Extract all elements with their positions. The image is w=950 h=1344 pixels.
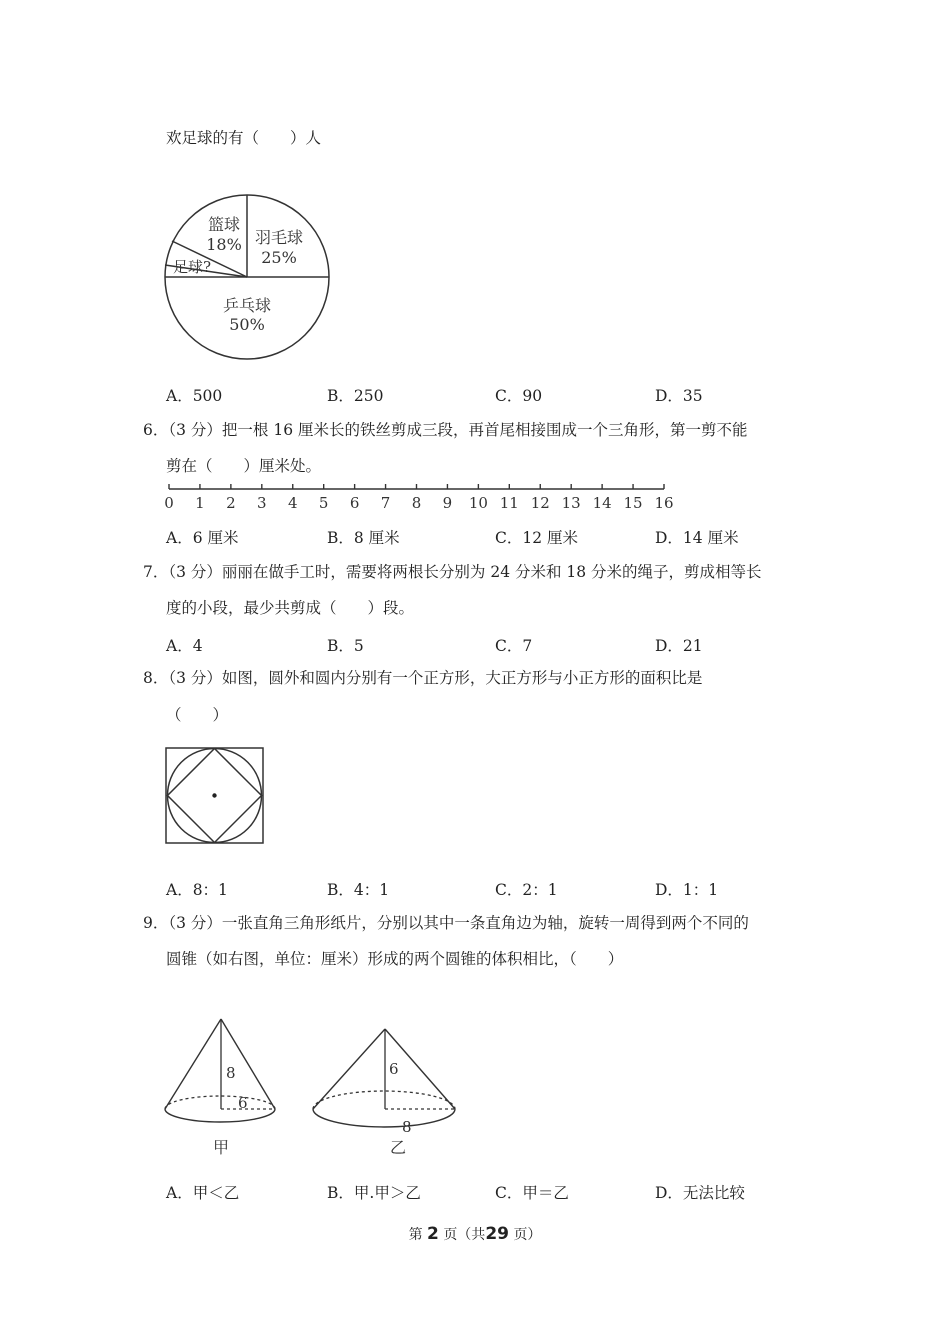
ruler-tick-label: 14	[592, 494, 612, 512]
ruler-tick-label: 7	[380, 494, 391, 512]
center-dot	[212, 793, 216, 797]
q6-option-a: A．6 厘米	[166, 529, 239, 547]
cone-b-name: 乙	[389, 1138, 407, 1157]
footer-page-number: 2	[427, 1224, 439, 1244]
q6-option-b: B．8 厘米	[327, 529, 400, 547]
ruler-tick-label: 5	[318, 494, 329, 512]
ruler-tick-label: 4	[287, 494, 298, 512]
footer-total-pages: 29	[485, 1224, 509, 1244]
cone-b-left-edge	[313, 1029, 385, 1109]
cone-a-left-edge	[165, 1019, 221, 1109]
ruler-tick-label: 3	[257, 494, 267, 512]
cone-a-name: 甲	[212, 1138, 230, 1157]
q5-option-c: C．90	[495, 387, 543, 405]
q5-tail-text: 欢足球的有（ ）人	[166, 129, 322, 147]
q8-line1: 8．（3 分）如图，圆外和圆内分别有一个正方形，大正方形与小正方形的面积比是	[143, 669, 703, 687]
q5-option-a: A．500	[166, 387, 223, 405]
cone-a-base-back	[165, 1096, 275, 1109]
cone-a-radius-label: 6	[238, 1094, 248, 1112]
ruler-ticks	[164, 484, 673, 512]
q5-option-d: D．35	[655, 387, 703, 405]
ruler-tick-label: 9	[442, 494, 453, 512]
q7-option-a: A．4	[166, 637, 203, 655]
cone-b-base-back	[313, 1091, 455, 1109]
cone-a	[165, 1019, 275, 1157]
pie-basketball-label: 篮球	[207, 215, 241, 234]
cone-b	[313, 1029, 455, 1157]
q6-option-d: D．14 厘米	[655, 529, 739, 547]
footer-prefix: 第	[408, 1227, 423, 1243]
pie-badminton-label: 羽毛球	[254, 228, 304, 247]
q5-pie-chart	[160, 188, 336, 368]
pie-basketball-pct: 18%	[206, 235, 242, 254]
pie-pingpong-pct: 50%	[229, 315, 265, 334]
footer-suffix: 页）	[513, 1227, 542, 1243]
q9-option-d: D．无法比较	[655, 1184, 745, 1202]
cone-a-height-label: 8	[226, 1064, 236, 1082]
q5-option-b: B．250	[327, 387, 384, 405]
ruler-tick-label: 16	[654, 494, 674, 512]
cone-b-height-label: 6	[389, 1060, 399, 1078]
q8-option-d: D．1：1	[655, 881, 719, 899]
q9-cones-figure	[158, 1010, 468, 1165]
q9-line1: 9．（3 分）一张直角三角形纸片，分别以其中一条直角边为轴，旋转一周得到两个不同的	[143, 914, 749, 932]
ruler-tick-label: 2	[226, 494, 236, 512]
q8-option-c: C．2：1	[495, 881, 558, 899]
footer-middle: 页（共	[443, 1227, 486, 1243]
q7-option-c: C．7	[495, 637, 533, 655]
ruler-tick-label: 11	[499, 494, 519, 512]
q7-line2: 度的小段，最少共剪成（ ）段。	[166, 599, 415, 617]
q6-line2: 剪在（ ）厘米处。	[166, 457, 322, 475]
q6-option-c: C．12 厘米	[495, 529, 579, 547]
q8-square-circle-figure	[164, 746, 266, 846]
q9-option-b: B．甲.甲＞乙	[327, 1184, 421, 1202]
pie-badminton-pct: 25%	[261, 248, 297, 267]
ruler-tick-label: 8	[411, 494, 422, 512]
ruler-tick-label: 6	[349, 494, 360, 512]
q8-line2: （ ）	[166, 706, 229, 724]
q6-line1: 6．（3 分）把一根 16 厘米长的铁丝剪成三段，再首尾相接围成一个三角形，第一剪不能	[143, 421, 748, 439]
ruler-tick-label: 12	[530, 494, 550, 512]
q9-option-c: C．甲＝乙	[495, 1184, 569, 1202]
q8-option-b: B．4：1	[327, 881, 390, 899]
q7-option-b: B．5	[327, 637, 364, 655]
q8-option-a: A．8：1	[166, 881, 228, 899]
ruler-tick-label: 1	[195, 494, 205, 512]
pie-football-label: 足球?	[172, 258, 212, 276]
q6-ruler	[160, 484, 680, 514]
q7-line1: 7．（3 分）丽丽在做手工时，需要将两根长分别为 24 分米和 18 分米的绳子，剪成相等长	[143, 563, 762, 581]
cone-b-base-front	[313, 1109, 455, 1127]
cone-b-radius-label: 8	[402, 1118, 412, 1136]
q9-line2: 圆锥（如右图，单位：厘米）形成的两个圆锥的体积相比，（ ）	[166, 950, 624, 968]
cone-a-base-front	[165, 1109, 275, 1122]
pie-pingpong-label: 乒乓球	[222, 296, 272, 315]
ruler-tick-label: 15	[623, 494, 643, 512]
q7-option-d: D．21	[655, 637, 703, 655]
q9-option-a: A．甲＜乙	[166, 1184, 240, 1202]
ruler-tick-label: 0	[164, 494, 174, 512]
ruler-tick-label: 13	[561, 494, 581, 512]
ruler-tick-label: 10	[468, 494, 488, 512]
page-footer	[0, 1224, 950, 1244]
